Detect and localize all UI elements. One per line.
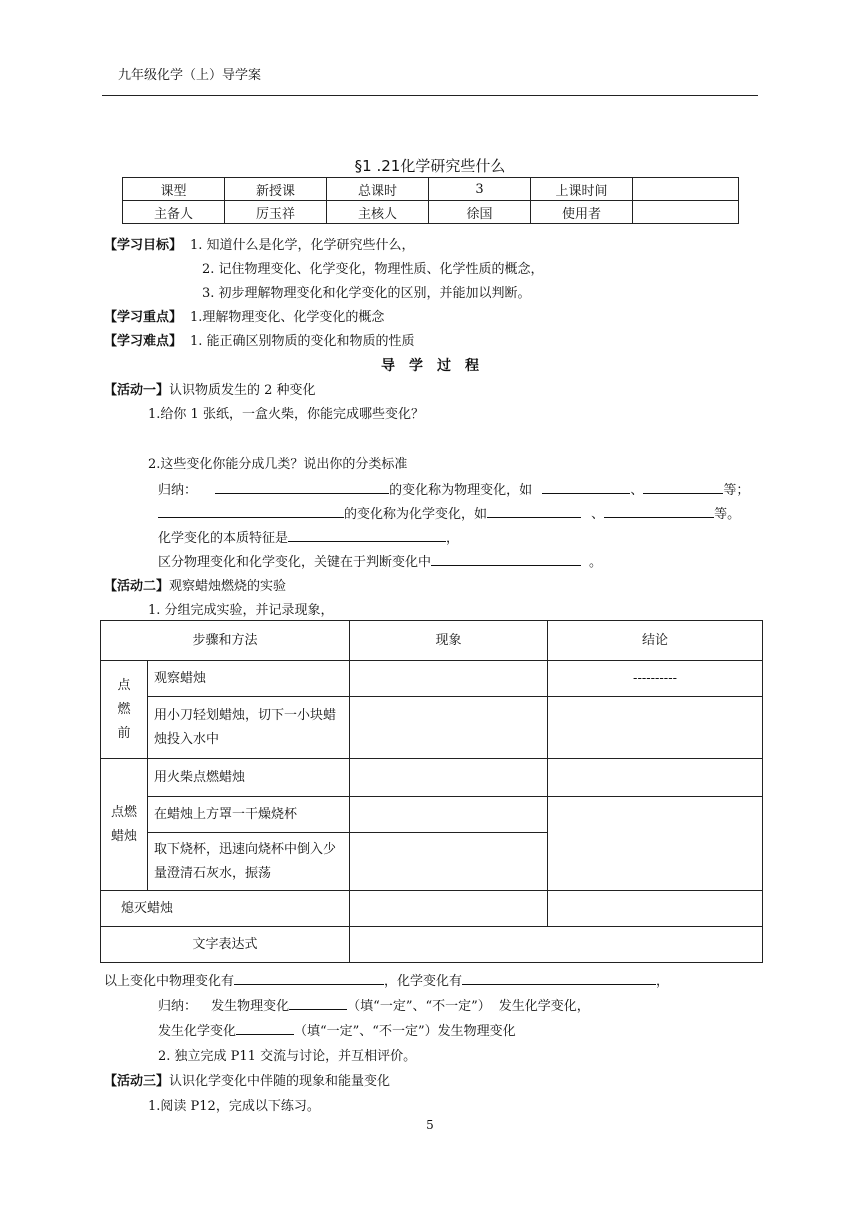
etc-text-2: 等。 — [714, 507, 741, 522]
header-conclusion: 结论 — [548, 621, 763, 661]
difficult-point-label: 【学习难点】 — [104, 334, 183, 349]
activity3-question-1: 1.阅读 P12，完成以下练习。 — [148, 1099, 320, 1114]
sum2-text-a: 发生化学变化 — [158, 1024, 237, 1039]
activity1-question-1: 1.给你 1 张纸，一盒火柴，你能完成哪些变化？ — [148, 407, 424, 422]
experiment-row — [101, 927, 763, 963]
activity1-question-2: 2.这些变化你能分成几类？说出你的分类标准 — [148, 457, 408, 472]
group-before-line1: 点 燃 — [117, 677, 144, 717]
experiment-row — [101, 697, 763, 759]
conclusion-cell[interactable] — [548, 697, 763, 759]
activity3-heading — [104, 1070, 390, 1089]
blank-phys-implies-chem[interactable] — [289, 995, 347, 1010]
chemical-change-text: 的变化称为化学变化，如 — [344, 507, 488, 522]
key-text: 区分物理变化和化学变化，关键在于判断变化中 — [158, 555, 432, 570]
difficult-point-section — [104, 330, 415, 349]
phenomenon-cell[interactable] — [350, 797, 548, 833]
phenomenon-cell[interactable] — [350, 891, 548, 927]
blank-chemical-changes[interactable] — [462, 970, 656, 985]
info-cell-empty[interactable] — [633, 201, 739, 224]
separator: 、 — [591, 507, 605, 522]
group-before-lighting — [101, 661, 148, 759]
key-point-label: 【学习重点】 — [104, 310, 183, 325]
goal-item-3: 3. 初步理解物理变化和化学变化的区别，并能加以判断。 — [202, 286, 531, 301]
experiment-row — [101, 759, 763, 797]
activity2-question-2: 2. 独立完成 P11 交流与讨论，并互相评价。 — [158, 1049, 417, 1064]
info-cell: 主核人 — [327, 201, 429, 224]
lesson-title: §1 .21化学研究些什么 — [354, 157, 506, 175]
experiment-row — [101, 891, 763, 927]
word-expression-cell[interactable] — [350, 927, 763, 963]
blank-chemical-def[interactable] — [158, 503, 344, 518]
page-number: 5 — [426, 1118, 434, 1132]
group-lit-line1: 点燃 — [110, 804, 137, 820]
activity3-title: 认识化学变化中伴随的现象和能量变化 — [169, 1074, 391, 1089]
activity2-heading — [104, 575, 286, 594]
after-chemical-text: ，化学变化有 — [384, 974, 463, 989]
blank-physical-changes[interactable] — [234, 970, 384, 985]
goals-label: 【学习目标】 — [104, 238, 183, 253]
activity2-question-1: 1. 分组完成实验，并记录现象， — [148, 603, 334, 618]
experiment-table — [100, 620, 763, 963]
info-cell: 3 — [429, 178, 531, 201]
step-extinguish: 熄灭蜡烛 — [101, 891, 350, 927]
conclusion-cell[interactable] — [548, 891, 763, 927]
phenomenon-cell[interactable] — [350, 759, 548, 797]
activity1-key-line — [158, 551, 602, 570]
activity3-label: 【活动三】 — [104, 1074, 170, 1089]
activity2-title: 观察蜡烛燃烧的实验 — [169, 579, 287, 594]
step-cell: 在蜡烛上方罩一干燥烧杯 — [148, 797, 350, 833]
group-lit-line2: 蜡烛 — [110, 828, 137, 844]
experiment-header-row — [101, 621, 763, 661]
activity1-summary-line1 — [158, 479, 749, 498]
key-point-section — [104, 306, 384, 325]
header-steps: 步骤和方法 — [101, 621, 350, 661]
blank-physical-def[interactable] — [215, 479, 389, 494]
header-divider — [102, 95, 758, 96]
difficult-point-text: 1. 能正确区别物质的变化和物质的性质 — [190, 334, 415, 349]
activity1-title: 认识物质发生的 2 种变化 — [169, 383, 316, 398]
summary-prefix: 归纳： — [158, 483, 198, 498]
goal-item-2: 2. 记住物理变化、化学变化，物理性质、化学性质的概念， — [202, 262, 544, 277]
info-cell: 总课时 — [327, 178, 429, 201]
activity1-label: 【活动一】 — [104, 383, 170, 398]
info-cell: 主备人 — [123, 201, 225, 224]
blank-physical-example-1[interactable] — [542, 479, 630, 494]
info-row-1 — [123, 178, 739, 201]
blank-key[interactable] — [431, 551, 581, 566]
activity1-heading — [104, 379, 316, 398]
goals-section — [104, 234, 415, 253]
after-physical-text: 以上变化中物理变化有 — [104, 974, 235, 989]
activity2-summary-line1 — [158, 995, 590, 1014]
page-header: 九年级化学（上）导学案 — [118, 68, 262, 83]
blank-essence[interactable] — [288, 527, 446, 542]
separator: 、 — [630, 483, 644, 498]
info-cell: 上课时间 — [531, 178, 633, 201]
sum2-text-b: （填“一定”、“不一定”）发生物理变化 — [294, 1024, 516, 1039]
experiment-row — [101, 661, 763, 697]
key-end: 。 — [589, 555, 603, 570]
conclusion-cell-merged[interactable] — [548, 797, 763, 891]
activity2-summary-line2 — [158, 1020, 516, 1039]
activity1-summary-line2 — [158, 503, 740, 522]
step-cell: 取下烧杯，迅速向烧杯中倒入少量澄清石灰水，振荡 — [148, 833, 350, 891]
sum1-text-c: 发生化学变化， — [498, 999, 590, 1014]
phenomenon-cell[interactable] — [350, 661, 548, 697]
blank-chem-implies-phys[interactable] — [236, 1020, 294, 1035]
process-heading: 导 学 过 程 — [381, 358, 479, 374]
key-point-text: 1.理解物理变化、化学变化的概念 — [190, 310, 385, 325]
activity2-label: 【活动二】 — [104, 579, 170, 594]
header-phenomenon: 现象 — [350, 621, 548, 661]
sum1-text-a: 发生物理变化 — [211, 999, 290, 1014]
essence-end: ， — [446, 531, 460, 546]
etc-text: 等； — [723, 483, 750, 498]
activity1-essence-line — [158, 527, 459, 546]
activity2-after-line — [104, 970, 669, 989]
after-end: ， — [656, 974, 670, 989]
info-cell: 徐国 — [429, 201, 531, 224]
sum1-text-b: （填“一定”、“不一定”） — [347, 999, 491, 1014]
lesson-info-table — [122, 177, 739, 224]
summary-prefix-2: 归纳： — [158, 999, 198, 1014]
group-lit-candle — [101, 759, 148, 891]
phenomenon-cell[interactable] — [350, 833, 548, 891]
blank-physical-example-2[interactable] — [643, 479, 723, 494]
info-cell: 使用者 — [531, 201, 633, 224]
info-cell: 课型 — [123, 178, 225, 201]
step-cell: 观察蜡烛 — [148, 661, 350, 697]
word-expression-label: 文字表达式 — [101, 927, 350, 963]
info-cell: 新授课 — [225, 178, 327, 201]
step-cell: 用火柴点燃蜡烛 — [148, 759, 350, 797]
info-cell: 厉玉祥 — [225, 201, 327, 224]
conclusion-dash: ---------- — [548, 661, 763, 697]
phenomenon-cell[interactable] — [350, 697, 548, 759]
physical-change-text: 的变化称为物理变化，如 — [389, 483, 533, 498]
experiment-row — [101, 797, 763, 833]
info-cell-empty[interactable] — [633, 178, 739, 201]
blank-chemical-example-2[interactable] — [604, 503, 714, 518]
essence-text: 化学变化的本质特征是 — [158, 531, 289, 546]
info-row-2 — [123, 201, 739, 224]
blank-chemical-example-1[interactable] — [487, 503, 581, 518]
step-cell: 用小刀轻划蜡烛，切下一小块蜡烛投入水中 — [148, 697, 350, 759]
conclusion-cell[interactable] — [548, 759, 763, 797]
goal-item-1: 1. 知道什么是化学，化学研究些什么， — [190, 238, 415, 253]
group-before-line2: 前 — [117, 725, 131, 741]
